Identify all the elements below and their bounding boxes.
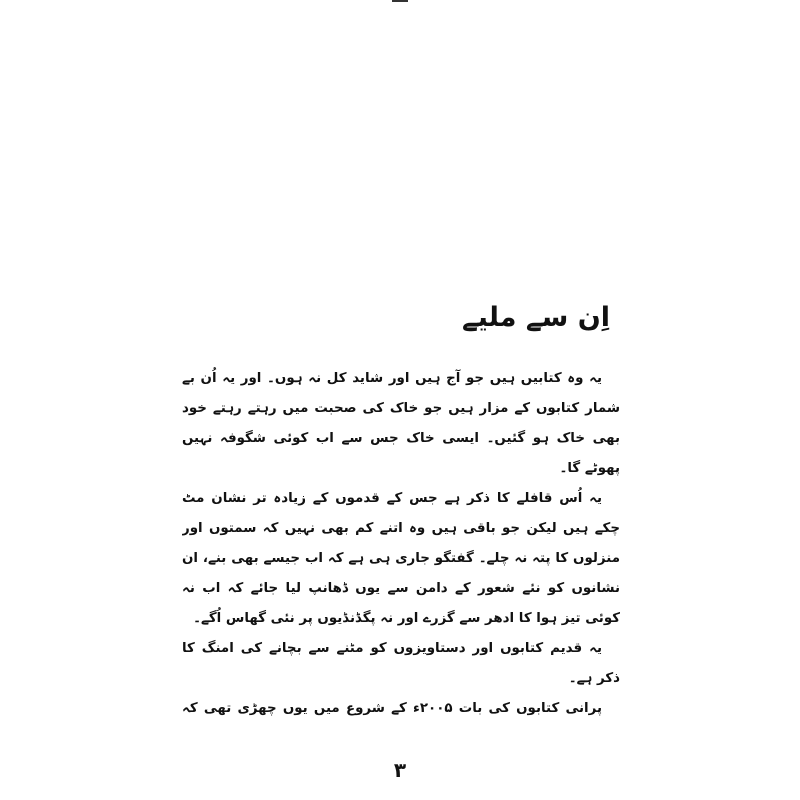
chapter-title: اِن سے ملیے <box>461 302 610 333</box>
page-number: ۳ <box>393 758 407 782</box>
body-text <box>182 364 620 724</box>
top-edge-mark <box>392 0 408 2</box>
paragraph: پرانی کتابوں کی بات ۲۰۰۵ء کے شروع میں یوں چھڑی تھی کہ <box>182 701 603 716</box>
paragraph: یہ وہ کتابیں ہیں جو آج ہیں اور شاید کل نہ ہوں۔ اور یہ اُن بے شمار کتابوں کے مزار ہیں جو خاک کی صحبت میں رہتے رہتے خود بھی خاک ہو گئیں۔ ایسی خاک جس سے اب کوئی شگوفہ نہیں پھوٹے گا۔ <box>182 371 620 476</box>
paragraph: یہ قدیم کتابوں اور دستاویزوں کو مٹنے سے بچانے کی امنگ کا ذکر ہے۔ <box>182 641 620 686</box>
paragraph: یہ اُس قافلے کا ذکر ہے جس کے قدموں کے زیادہ تر نشان مٹ چکے ہیں لیکن جو باقی ہیں وہ اتنے کم بھی نہیں کہ سمتوں اور منزلوں کا پتہ نہ چلے۔ گفتگو جاری ہی ہے کہ اب جیسے بھی بنے، ان نشانوں کو نئے شعور کے دامن سے یوں ڈھانپ لیا جائے کہ اب نہ کوئی تیز ہوا کا ادھر سے گزرے اور نہ پگڈنڈیوں پر نئی گھاس اُگے۔ <box>182 491 620 626</box>
